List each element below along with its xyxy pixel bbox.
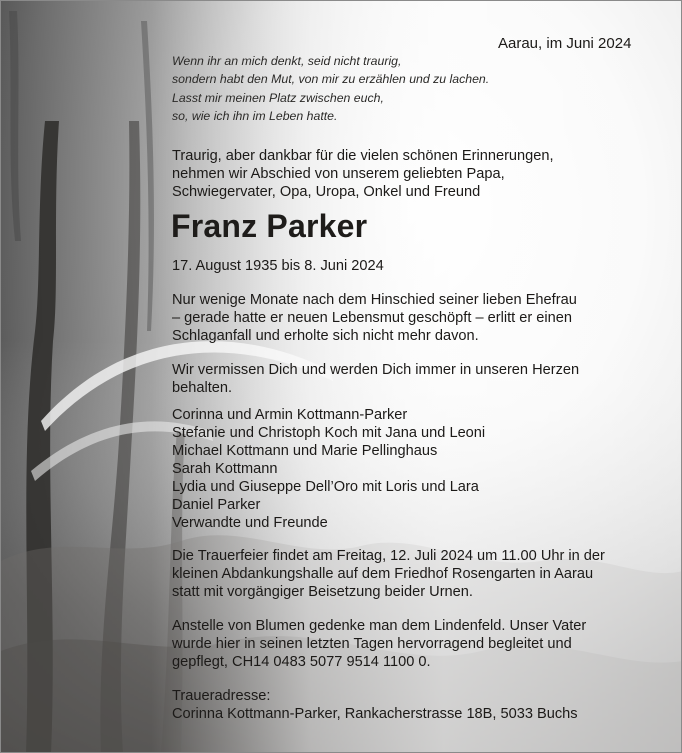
poem-line: sondern habt den Mut, von mir zu erzählen und zu lachen.: [172, 72, 490, 87]
paragraph-line: – gerade hatte er neuen Lebensmut geschöpft – erlitt er einen: [172, 310, 572, 326]
mourner-item: Corinna und Armin Kottmann-Parker: [172, 407, 408, 423]
paragraph-line: Nur wenige Monate nach dem Hinschied seiner lieben Ehefrau: [172, 292, 577, 308]
place-date: Aarau, im Juni 2024: [498, 35, 632, 52]
paragraph-2: [172, 361, 642, 397]
mourner-item: Verwandte und Freunde: [172, 515, 328, 531]
donation-line: gepflegt, CH14 0483 5077 9514 1100 0.: [172, 654, 431, 670]
funeral-line: Die Trauerfeier findet am Freitag, 12. Juli 2024 um 11.00 Uhr in der: [172, 548, 605, 564]
funeral-details: [172, 547, 642, 601]
mourner-item: Michael Kottmann und Marie Pellinghaus: [172, 443, 438, 459]
donation-note: [172, 617, 642, 671]
mourner-item: Stefanie und Christoph Koch mit Jana und Leoni: [172, 425, 486, 441]
address-label-text: Traueradresse:: [172, 688, 271, 704]
paragraph-line: behalten.: [172, 380, 233, 396]
donation-line: wurde hier in seinen letzten Tagen hervorragend begleitet und: [172, 636, 572, 652]
donation-line: Anstelle von Blumen gedenke man dem Lindenfeld. Unser Vater: [172, 618, 587, 634]
life-dates: [172, 257, 642, 275]
paragraph-line: Wir vermissen Dich und werden Dich immer in unseren Herzen: [172, 362, 580, 378]
mourning-address: [172, 705, 642, 723]
address-label: [172, 687, 642, 705]
mourners-list: [172, 406, 642, 532]
mourner-item: Daniel Parker: [172, 497, 261, 513]
intro-line: Traurig, aber dankbar für die vielen schönen Erinnerungen,: [172, 148, 554, 164]
paragraph-line: Schlaganfall und erholte sich nicht mehr davon.: [172, 328, 479, 344]
address-text: Corinna Kottmann-Parker, Rankacherstrasse 18B, 5033 Buchs: [172, 706, 578, 722]
poem: [172, 52, 592, 126]
poem-line: Lasst mir meinen Platz zwischen euch,: [172, 90, 384, 105]
poem-line: so, wie ich ihn im Leben hatte.: [172, 109, 338, 124]
intro-line: Schwiegervater, Opa, Uropa, Onkel und Freund: [172, 184, 481, 200]
mourner-item: Lydia und Giuseppe Dell’Oro mit Loris und Lara: [172, 479, 479, 495]
deceased-name: Franz Parker: [171, 208, 368, 244]
life-dates-text: 17. August 1935 bis 8. Juni 2024: [172, 258, 384, 274]
funeral-line: statt mit vorgängiger Beisetzung beider Urnen.: [172, 584, 473, 600]
intro-line: nehmen wir Abschied von unserem geliebten Papa,: [172, 166, 505, 182]
funeral-line: kleinen Abdankungshalle auf dem Friedhof Rosengarten in Aarau: [172, 566, 594, 582]
paragraph-1: [172, 291, 642, 345]
poem-line: Wenn ihr an mich denkt, seid nicht traurig,: [172, 54, 402, 68]
mourner-item: Sarah Kottmann: [172, 461, 278, 477]
intro-text: [172, 147, 642, 201]
